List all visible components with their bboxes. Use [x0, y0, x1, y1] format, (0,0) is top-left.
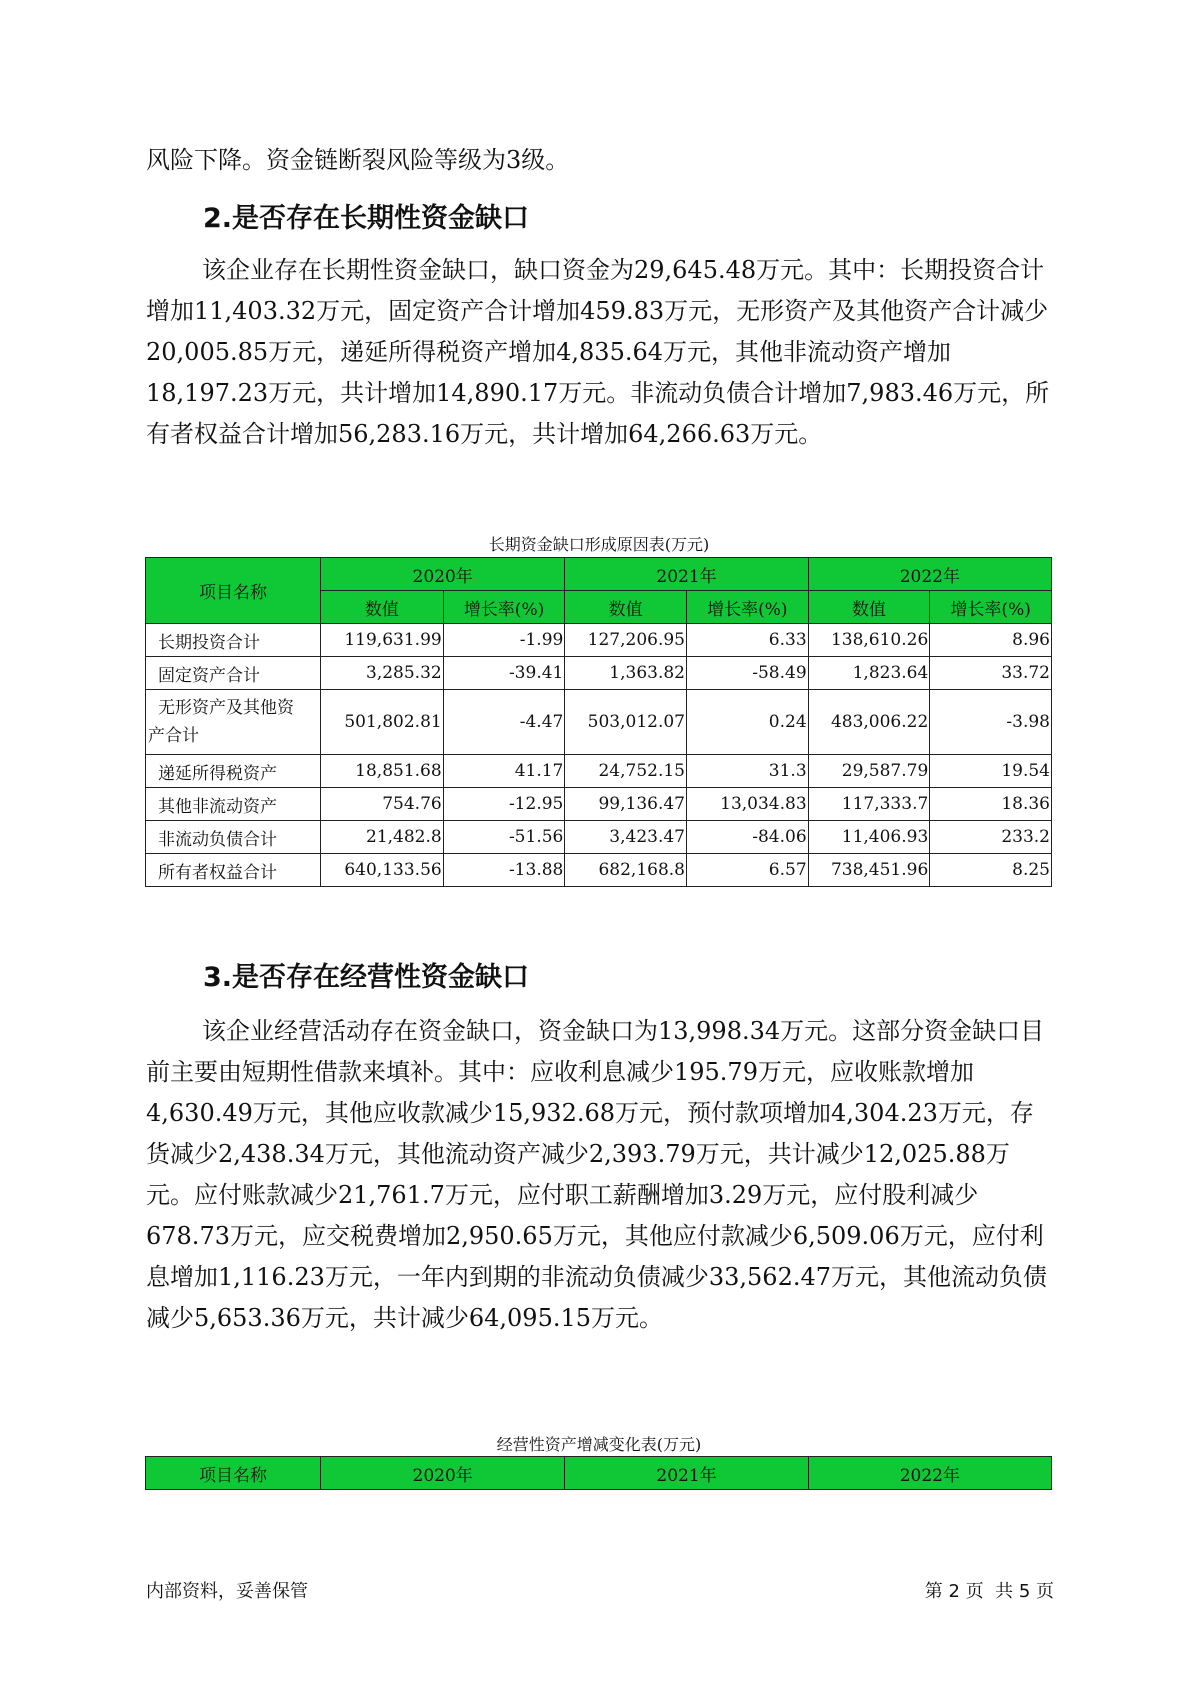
cell: 1,363.82: [565, 657, 687, 690]
footer-confidential: 内部资料，妥善保管: [146, 1581, 308, 1602]
cell: 11,406.93: [808, 821, 930, 854]
operating-assets-table: [145, 1456, 1052, 1490]
row-label-line2: 产合计: [148, 726, 199, 746]
cell: -12.95: [443, 788, 565, 821]
cell: -4.47: [443, 690, 565, 755]
cell: 21,482.8: [321, 821, 444, 854]
table1-growth-header: 增长率(%): [687, 591, 809, 624]
cell: 738,451.96: [808, 854, 930, 887]
table1-growth-header: 增长率(%): [930, 591, 1052, 624]
cell: 24,752.15: [565, 755, 687, 788]
table1-year-2022: 2022年: [808, 558, 1051, 591]
row-label: 递延所得税资产: [146, 755, 321, 788]
cell: 8.96: [930, 624, 1052, 657]
cell: 1,823.64: [808, 657, 930, 690]
table1-name-header: 项目名称: [146, 558, 321, 624]
cell: 6.33: [687, 624, 809, 657]
cell: -58.49: [687, 657, 809, 690]
cell: 483,006.22: [808, 690, 930, 755]
cell: 233.2: [930, 821, 1052, 854]
cell: 119,631.99: [321, 624, 444, 657]
table1-caption: 长期资金缺口形成原因表(万元): [488, 535, 710, 554]
table2-header-row: [146, 1457, 1052, 1490]
cell: 8.25: [930, 854, 1052, 887]
cell: 31.3: [687, 755, 809, 788]
cell: 0.24: [687, 690, 809, 755]
table2-year-2021: 2021年: [565, 1457, 808, 1490]
cell: 754.76: [321, 788, 444, 821]
cell: 127,206.95: [565, 624, 687, 657]
cell: -13.88: [443, 854, 565, 887]
intro-line: 风险下降。资金链断裂风险等级为3级。: [146, 146, 570, 174]
table1-value-header: 数值: [565, 591, 687, 624]
cell: 503,012.07: [565, 690, 687, 755]
row-label: 长期投资合计: [146, 624, 321, 657]
table2-year-2022: 2022年: [808, 1457, 1051, 1490]
table1-year-2020: 2020年: [321, 558, 565, 591]
section2-heading: 2.是否存在长期性资金缺口: [203, 203, 530, 234]
cell: 640,133.56: [321, 854, 444, 887]
section2-paragraph: 该企业存在长期性资金缺口，缺口资金为29,645.48万元。其中：长期投资合计增加11,403.32万元，固定资产合计增加459.83万元，无形资产及其他资产合计减少20,005.85万元，递延所得税资产增加4,835.64万元，其他非流动资产增加18,197.23万元，共计增加14,890.17万元。非流动负债合计增加7,983.46万元，所有者权益合计增加56,283.16万元，共计增加64,266.63万元。: [146, 256, 1050, 448]
table2-name-header: 项目名称: [146, 1457, 321, 1490]
cell: -1.99: [443, 624, 565, 657]
table-row: [146, 690, 1052, 755]
cell: 682,168.8: [565, 854, 687, 887]
cell: -51.56: [443, 821, 565, 854]
cell: 13,034.83: [687, 788, 809, 821]
cell: 3,285.32: [321, 657, 444, 690]
cell: 29,587.79: [808, 755, 930, 788]
cell: 501,802.81: [321, 690, 444, 755]
table-row: [146, 657, 1052, 690]
table-row: [146, 788, 1052, 821]
table-row: [146, 821, 1052, 854]
table1-value-header: 数值: [808, 591, 930, 624]
table-row: [146, 755, 1052, 788]
table1-growth-header: 增长率(%): [443, 591, 565, 624]
table2-caption: 经营性资产增减变化表(万元): [496, 1435, 702, 1454]
row-label-line1: 无形资产及其他资: [158, 698, 294, 718]
cell: 41.17: [443, 755, 565, 788]
section3-heading: 3.是否存在经营性资金缺口: [203, 962, 530, 993]
row-label: 所有者权益合计: [146, 854, 321, 887]
row-label: 其他非流动资产: [146, 788, 321, 821]
cell: 33.72: [930, 657, 1052, 690]
cell: 6.57: [687, 854, 809, 887]
row-label: 非流动负债合计: [146, 821, 321, 854]
cell: 138,610.26: [808, 624, 930, 657]
cell: 99,136.47: [565, 788, 687, 821]
table1-year-2021: 2021年: [565, 558, 808, 591]
table-row: [146, 624, 1052, 657]
table1-header-row: [146, 558, 1052, 591]
row-label: [146, 690, 321, 755]
section3-paragraph: 该企业经营活动存在资金缺口，资金缺口为13,998.34万元。这部分资金缺口目前主要由短期性借款来填补。其中：应收利息减少195.79万元，应收账款增加4,630.49万元，其他应收款减少15,932.68万元，预付款项增加4,304.23万元，存货减少2,438.34万元，其他流动资产减少2,393.79万元，共计减少12,025.88万元。应付账款减少21,761.7万元，应付职工薪酬增加3.29万元，应付股利减少678.73万元，应交税费增加2,950.65万元，其他应付款减少6,509.06万元，应付利息增加1,116.23万元，一年内到期的非流动负债减少33,562.47万元，其他流动负债减少5,653.36万元，共计减少64,095.15万元。: [146, 1017, 1048, 1332]
row-label: 固定资产合计: [146, 657, 321, 690]
cell: 3,423.47: [565, 821, 687, 854]
cell: 117,333.7: [808, 788, 930, 821]
cell: 18.36: [930, 788, 1052, 821]
page-number: 第 2 页 共 5 页: [924, 1581, 1054, 1602]
cell: 18,851.68: [321, 755, 444, 788]
table1-value-header: 数值: [321, 591, 444, 624]
table2-year-2020: 2020年: [321, 1457, 565, 1490]
table-row: [146, 854, 1052, 887]
cell: 19.54: [930, 755, 1052, 788]
cell: -3.98: [930, 690, 1052, 755]
cell: -84.06: [687, 821, 809, 854]
long-term-gap-table: [145, 557, 1052, 887]
cell: -39.41: [443, 657, 565, 690]
